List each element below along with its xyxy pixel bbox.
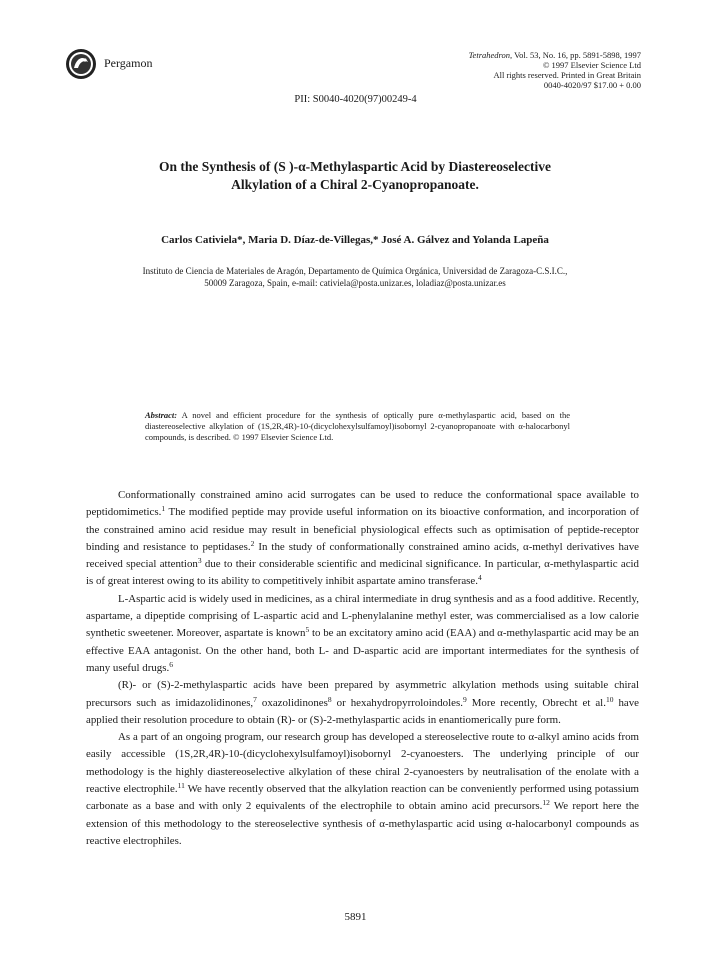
rights-line: All rights reserved. Printed in Great Britain bbox=[493, 70, 641, 80]
paragraph-2 bbox=[86, 591, 639, 677]
paragraph-text: The modified peptide may provide useful information on its bioactive conformation, and incorporation of the constrained amino acid residue may result in beneficial physiological effects such as optimisation of peptide-receptor binding and resistance to peptidases. bbox=[86, 506, 639, 553]
paragraph-text: to be an excitatory amino acid (EAA) and α-methylaspartic acid may be an effective EAA antagonist. On the other hand, both L- and D-aspartic acid are important intermediates for the synthesis of many useful drugs. bbox=[86, 627, 639, 674]
paragraph-text: oxazolidinones bbox=[256, 696, 328, 709]
journal-volume: Vol. 53, No. 16, pp. 5891-5898, 1997 bbox=[512, 50, 641, 60]
paragraph-4 bbox=[86, 729, 639, 850]
paragraph-text: In the study of conformationally constrained amino acids, α-methyl derivatives have received special attention bbox=[86, 540, 640, 571]
citation-ref: 9 bbox=[462, 694, 467, 704]
paragraph-text: due to their considerable scientific and medicinal significance. In particular, α-methylaspartic acid is of great interest owing to its ability to competitively inhibit aspartate amino transferase. bbox=[86, 558, 640, 588]
publisher-name: Pergamon bbox=[104, 56, 153, 70]
title-line-2: Alkylation of a Chiral 2-Cyanopropanoate. bbox=[231, 177, 479, 192]
paragraph-text: (R)- or (S)-2-methylaspartic acids have been prepared by asymmetric alkylation methods using suitable chiral precursors such as imidazolidinones, bbox=[86, 679, 639, 709]
title-line-1: On the Synthesis of (S )-α-Methylaspartic Acid by Diastereoselective bbox=[159, 159, 551, 174]
paragraph-text: Conformationally constrained amino acid surrogates can be used to reduce the conformational space available to peptidomimetics. bbox=[86, 489, 639, 519]
paragraph-text: As a part of an ongoing program, our research group has developed a stereoselective route to α-alkyl amino acids from easily accessible (1S,2R,4R)-10-(dicyclohexylsulfamoyl)isobornyl 2-cyanoesters. The underlying principle of our methodology is the highly diastereoselective alkylation of these chiral 2-cyanoesters by neutralisation of the enolate with a reactive electrophile. bbox=[86, 731, 639, 796]
citation-ref: 7 bbox=[253, 694, 257, 704]
citation-ref: 4 bbox=[477, 573, 482, 583]
abstract-label: Abstract: bbox=[145, 410, 178, 420]
paragraph-text: We have recently observed that the alkylation reaction can be conveniently performed using potassium carbonate as a base and with only 2 equivalents of the electrophile to obtain amino acid precursors. bbox=[86, 783, 639, 813]
journal-name: Tetrahedron, bbox=[468, 50, 513, 60]
abstract bbox=[145, 410, 570, 443]
affiliation-line-1: Instituto de Ciencia de Materiales de Aragón, Departamento de Química Orgánica, Universidad de Zaragoza-C.S.I.C., bbox=[142, 266, 568, 276]
paragraph-text: L-Aspartic acid is widely used in medicines, as a chiral intermediate in drug synthesis and as a food additive. Recently, aspartame, a dipeptide comprising of L-aspartic acid and L-phenylalanine methyl ester, was commercialised as a low calorie synthetic sweetener. Moreover, aspartate is known bbox=[86, 592, 639, 640]
pergamon-logo-icon bbox=[65, 48, 97, 80]
copyright-line: © 1997 Elsevier Science Ltd bbox=[542, 60, 641, 70]
author-list: Carlos Cativiela*, Maria D. Díaz-de-Villegas,* José A. Gálvez and Yolanda Lapeña bbox=[161, 234, 549, 246]
affiliation-line-2: 50009 Zaragoza, Spain, e-mail: cativiela@posta.unizar.es, loladiaz@posta.unizar.es bbox=[204, 277, 506, 288]
citation-ref: 5 bbox=[305, 625, 310, 635]
paragraph-text: More recently, Obrecht et al. bbox=[466, 696, 606, 709]
paragraph-text: or hexahydropyrroloindoles. bbox=[331, 696, 463, 709]
citation-ref: 2 bbox=[250, 538, 255, 548]
abstract-text: A novel and efficient procedure for the synthesis of optically pure α-methylaspartic acid, based on the diastereoselective alkylation of (1S,2R,4R)-10-(dicyclohexylsulfamoyl)isobornyl 2-cyanopropanoate with α-halocarbonyl compounds, is described. © 1997 Elsevier Science Ltd. bbox=[145, 410, 570, 442]
article-title bbox=[60, 158, 650, 194]
page-number: 5891 bbox=[344, 911, 367, 923]
citation-ref: 12 bbox=[542, 798, 550, 808]
paragraph-text: have applied their resolution procedure to obtain (R)- or (S)-2-methylaspartic acids in enantiomerically pure form. bbox=[86, 696, 640, 726]
citation-ref: 1 bbox=[161, 504, 166, 514]
paragraph-text: We report here the extension of this methodology to the stereoselective synthesis of α-methylaspartic acid using α-halocarbonyl compounds as reactive electrophiles. bbox=[86, 800, 640, 847]
citation-ref: 11 bbox=[177, 781, 185, 791]
body-text bbox=[86, 487, 639, 850]
affiliation bbox=[100, 266, 610, 289]
paragraph-1 bbox=[86, 487, 639, 591]
pii-identifier: PII: S0040-4020(97)00249-4 bbox=[294, 94, 417, 105]
citation-ref: 3 bbox=[197, 556, 202, 566]
citation-ref: 8 bbox=[327, 694, 332, 704]
citation-ref: 6 bbox=[169, 659, 173, 669]
journal-citation bbox=[381, 50, 641, 90]
paragraph-3 bbox=[86, 677, 639, 729]
issn-price-line: 0040-4020/97 $17.00 + 0.00 bbox=[543, 80, 641, 90]
citation-ref: 10 bbox=[605, 694, 614, 704]
